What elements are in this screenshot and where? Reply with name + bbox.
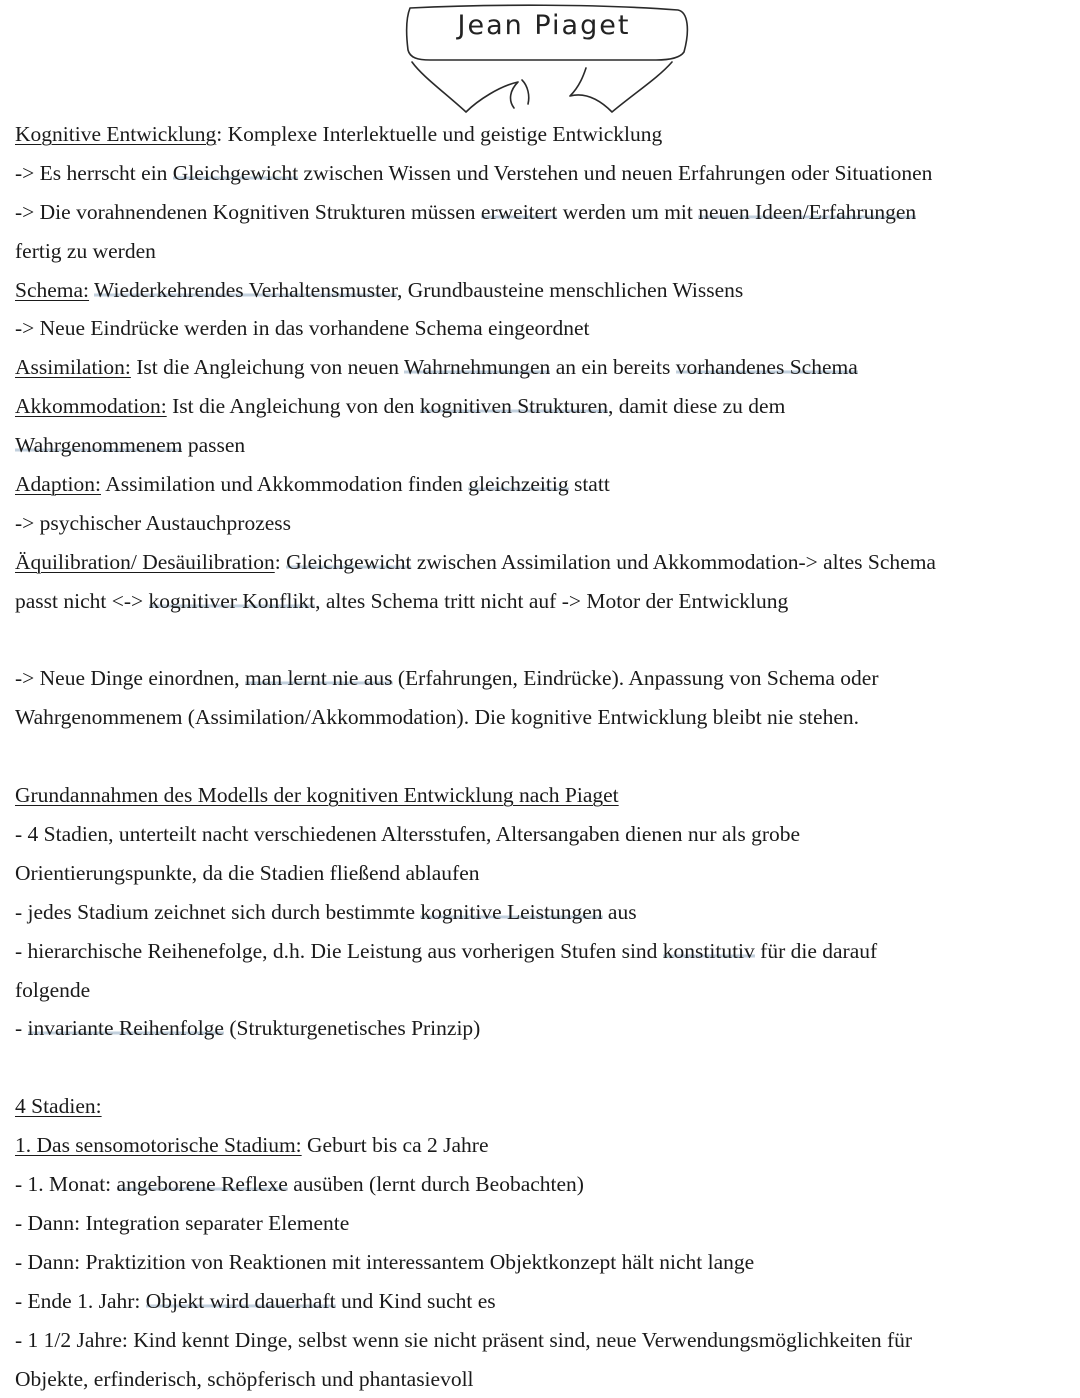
- highlighted-text: Wahrgenommenem: [15, 433, 182, 457]
- notes-body: [15, 115, 1065, 1398]
- text-segment: - 1. Monat:: [15, 1172, 117, 1196]
- text-line: [15, 426, 1065, 465]
- text-line: [15, 582, 1065, 621]
- text-segment: - jedes Stadium zeichnet sich durch bestimmte: [15, 900, 420, 924]
- highlighted-text: kognitiver Konflikt: [149, 589, 316, 613]
- text-line: [15, 232, 1065, 271]
- text-line: [15, 309, 1065, 348]
- text-segment: Orientierungspunkte, da die Stadien fließend ablaufen: [15, 861, 480, 885]
- page-title: Jean Piaget: [408, 10, 680, 41]
- text-segment: , damit diese zu dem: [608, 394, 785, 418]
- text-segment: - Dann: Praktizition von Reaktionen mit interessantem Objektkonzept hält nicht lange: [15, 1250, 754, 1274]
- highlighted-text: Wahrnehmungen: [404, 355, 550, 379]
- text-line: [15, 1087, 1065, 1126]
- text-segment: : Komplexe Interlektuelle und geistige Entwicklung: [216, 122, 662, 146]
- highlighted-text: kognitiven Strukturen: [420, 394, 608, 418]
- underlined-term: Kognitive Entwicklung: [15, 122, 216, 146]
- text-line: [15, 115, 1065, 154]
- text-segment: und Kind sucht es: [336, 1289, 496, 1313]
- text-segment: -> psychischer Austauchprozess: [15, 511, 291, 535]
- text-line: [15, 154, 1065, 193]
- underlined-term: Akkommodation:: [15, 394, 167, 418]
- text-segment: zwischen Assimilation und Akkommodation-> altes Schema: [411, 550, 935, 574]
- text-line: [15, 659, 1065, 698]
- text-segment: -> Neue Dinge einordnen,: [15, 666, 245, 690]
- text-line: [15, 348, 1065, 387]
- text-segment: folgende: [15, 978, 90, 1002]
- text-segment: Assimilation und Akkommodation finden: [101, 472, 468, 496]
- text-segment: für die darauf: [755, 939, 877, 963]
- text-segment: -> Neue Eindrücke werden in das vorhandene Schema eingeordnet: [15, 316, 590, 340]
- text-segment: -> Die vorahnendenen Kognitiven Strukturen müssen: [15, 200, 481, 224]
- underlined-term: 1. Das sensomotorische Stadium:: [15, 1133, 302, 1157]
- text-line: [15, 1165, 1065, 1204]
- text-segment: - Ende 1. Jahr:: [15, 1289, 146, 1313]
- text-segment: :: [275, 550, 286, 574]
- highlighted-text: kognitive Leistungen: [420, 900, 602, 924]
- text-line: [15, 504, 1065, 543]
- highlighted-text: Objekt wird dauerhaft: [146, 1289, 336, 1313]
- highlighted-text: neuen Ideen/Erfahrungen: [698, 200, 916, 224]
- underlined-term: Schema:: [15, 278, 89, 302]
- highlighted-text: gleichzeitig: [468, 472, 568, 496]
- text-line: [15, 893, 1065, 932]
- text-segment: Ist die Angleichung von den: [167, 394, 420, 418]
- text-segment: statt: [569, 472, 610, 496]
- text-segment: -: [15, 1016, 28, 1040]
- text-line: [15, 932, 1065, 971]
- text-segment: fertig zu werden: [15, 239, 156, 263]
- text-line: [15, 271, 1065, 310]
- text-segment: Geburt bis ca 2 Jahre: [302, 1133, 489, 1157]
- highlighted-text: angeborene Reflexe: [117, 1172, 288, 1196]
- blank-line: [15, 737, 1065, 776]
- text-line: [15, 815, 1065, 854]
- highlighted-text: Wiederkehrendes Verhaltensmuster: [94, 278, 397, 302]
- text-line: [15, 854, 1065, 893]
- text-line: [15, 1126, 1065, 1165]
- blank-line: [15, 621, 1065, 660]
- text-line: [15, 543, 1065, 582]
- text-line: [15, 1360, 1065, 1398]
- highlighted-text: erweitert: [481, 200, 557, 224]
- text-segment: - hierarchische Reihenefolge, d.h. Die Leistung aus vorherigen Stufen sind: [15, 939, 663, 963]
- underlined-term: Grundannahmen des Modells der kognitiven Entwicklung nach Piaget: [15, 783, 619, 807]
- text-line: [15, 776, 1065, 815]
- text-segment: werden um mit: [557, 200, 698, 224]
- text-line: [15, 1009, 1065, 1048]
- text-segment: , altes Schema tritt nicht auf -> Motor der Entwicklung: [315, 589, 788, 613]
- text-line: [15, 193, 1065, 232]
- highlighted-text: konstitutiv: [663, 939, 755, 963]
- text-line: [15, 1321, 1065, 1360]
- text-line: [15, 698, 1065, 737]
- text-segment: Wahrgenommenem (Assimilation/Akkommodation). Die kognitive Entwicklung bleibt nie stehen.: [15, 705, 859, 729]
- underlined-term: Äquilibration/ Desäuilibration: [15, 550, 275, 574]
- text-line: [15, 1243, 1065, 1282]
- text-line: [15, 387, 1065, 426]
- text-segment: zwischen Wissen und Verstehen und neuen Erfahrungen oder Situationen: [298, 161, 932, 185]
- text-segment: passen: [182, 433, 245, 457]
- text-line: [15, 1282, 1065, 1321]
- text-segment: (Strukturgenetisches Prinzip): [224, 1016, 480, 1040]
- text-segment: Objekte, erfinderisch, schöpferisch und phantasievoll: [15, 1367, 474, 1391]
- text-segment: an ein bereits: [550, 355, 675, 379]
- text-segment: passt nicht <->: [15, 589, 149, 613]
- highlighted-text: vorhandenes Schema: [676, 355, 858, 379]
- text-segment: (Erfahrungen, Eindrücke). Anpassung von Schema oder: [393, 666, 879, 690]
- text-segment: - 4 Stadien, unterteilt nacht verschiedenen Altersstufen, Altersangaben dienen nur als grobe: [15, 822, 800, 846]
- highlighted-text: Gleichgewicht: [286, 550, 411, 574]
- text-line: [15, 971, 1065, 1010]
- underlined-term: Adaption:: [15, 472, 101, 496]
- highlighted-text: Gleichgewicht: [173, 161, 298, 185]
- text-line: [15, 465, 1065, 504]
- text-segment: ausüben (lernt durch Beobachten): [288, 1172, 584, 1196]
- text-segment: aus: [603, 900, 637, 924]
- text-segment: Ist die Angleichung von neuen: [131, 355, 404, 379]
- text-segment: - Dann: Integration separater Elemente: [15, 1211, 349, 1235]
- text-segment: , Grundbausteine menschlichen Wissens: [397, 278, 743, 302]
- highlighted-text: man lernt nie aus: [245, 666, 392, 690]
- text-segment: -> Es herrscht ein: [15, 161, 173, 185]
- underlined-term: Assimilation:: [15, 355, 131, 379]
- underlined-term: 4 Stadien:: [15, 1094, 102, 1118]
- blank-line: [15, 1048, 1065, 1087]
- highlighted-text: invariante Reihenfolge: [28, 1016, 224, 1040]
- text-line: [15, 1204, 1065, 1243]
- text-segment: - 1 1/2 Jahre: Kind kennt Dinge, selbst wenn sie nicht präsent sind, neue Verwendungsmöglichkeiten für: [15, 1328, 912, 1352]
